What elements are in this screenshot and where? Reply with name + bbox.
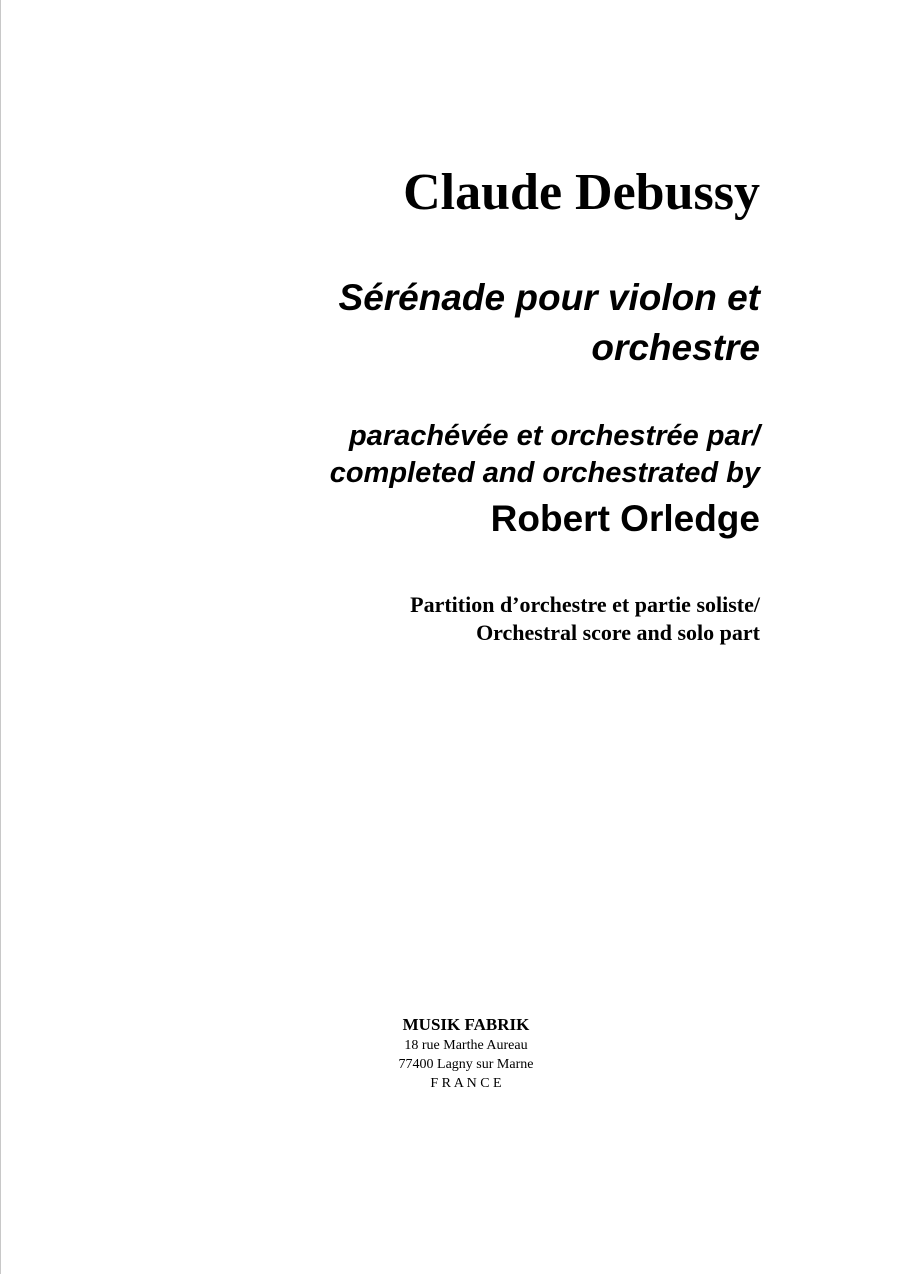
edition-description [410,591,760,647]
arranger-credit [330,418,760,492]
composer-name: Claude Debussy [403,164,760,221]
work-title-line: orchestre [591,327,760,368]
publisher-block [356,1014,576,1093]
edition-line-french: Partition d’orchestre et partie soliste/ [410,592,760,617]
work-title [339,273,760,373]
work-title-line: Sérénade pour violon et [338,277,760,318]
publisher-city: 77400 Lagny sur Marne [398,1057,534,1072]
credit-line-french: parachévée et orchestrée par/ [348,420,760,452]
publisher-street: 18 rue Marthe Aureau [404,1038,528,1053]
credit-line-english: completed and orchestrated by [329,457,760,489]
arranger-name: Robert Orledge [490,498,760,539]
publisher-name: MUSIK FABRIK [402,1015,530,1034]
edition-line-english: Orchestral score and solo part [476,620,760,645]
publisher-country: F R A N C E [430,1076,502,1091]
